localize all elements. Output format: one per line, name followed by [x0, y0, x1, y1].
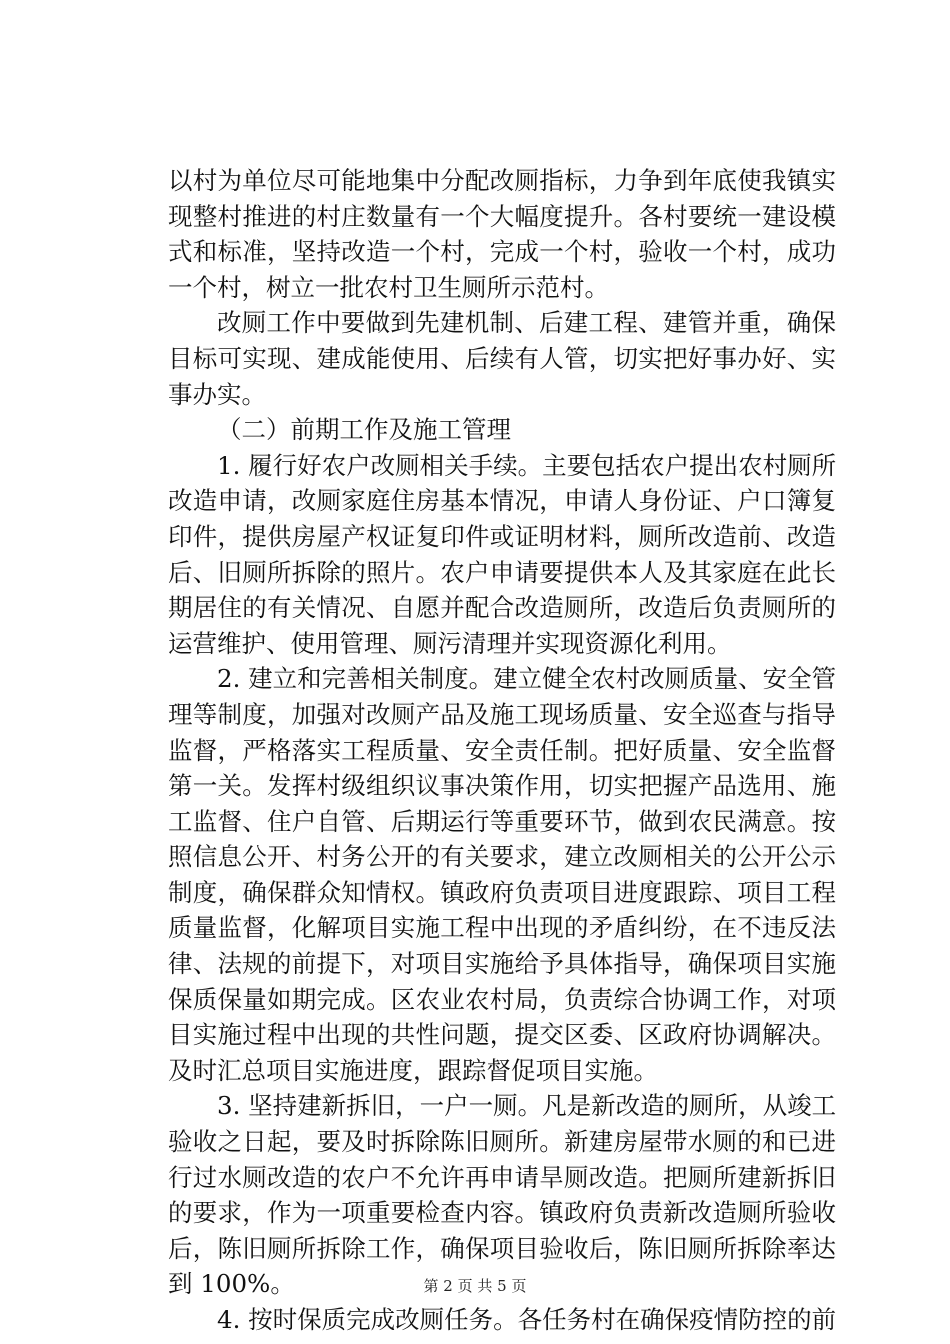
text-line: 4. 按时保质完成改厕任务。各任务村在确保疫情防控的前	[217, 1305, 837, 1334]
text-line: 监督，严格落实工程质量、安全责任制。把好质量、安全监督	[168, 735, 836, 765]
text-line: 理等制度，加强对改厕产品及施工现场质量、安全巡查与指导	[168, 699, 836, 729]
text-line: 现整村推进的村庄数量有一个大幅度提升。各村要统一建设模	[168, 201, 836, 231]
text-line: 第一关。发挥村级组织议事决策作用，切实把握产品选用、施	[168, 771, 836, 801]
text-line: 保质保量如期完成。区农业农村局，负责综合协调工作，对项	[168, 984, 836, 1014]
document-body	[168, 163, 836, 1338]
text-line: 后，陈旧厕所拆除工作，确保项目验收后，陈旧厕所拆除率达	[168, 1233, 836, 1263]
text-line: 及时汇总项目实施进度，跟踪督促项目实施。	[168, 1055, 658, 1085]
text-line: 事办实。	[168, 379, 266, 409]
text-line: 1. 履行好农户改厕相关手续。主要包括农户提出农村厕所	[217, 450, 837, 480]
text-line: 2. 建立和完善相关制度。建立健全农村改厕质量、安全管	[217, 664, 837, 694]
text-line: 3. 坚持建新拆旧，一户一厕。凡是新改造的厕所，从竣工	[217, 1091, 837, 1121]
page-footer: 第 2 页 共 5 页	[423, 1277, 527, 1295]
text-line: 律、法规的前提下，对项目实施给予具体指导，确保项目实施	[168, 949, 836, 979]
text-line: 运营维护、使用管理、厕污清理并实现资源化利用。	[168, 628, 732, 658]
text-line: 期居住的有关情况、自愿并配合改造厕所，改造后负责厕所的	[168, 593, 836, 623]
text-line: 的要求，作为一项重要检查内容。镇政府负责新改造厕所验收	[168, 1198, 836, 1228]
text-line: 工监督、住户自管、后期运行等重要环节，做到农民满意。按	[168, 806, 836, 836]
text-line: 照信息公开、村务公开的有关要求，建立改厕相关的公开公示	[168, 842, 836, 872]
text-line: 后、旧厕所拆除的照片。农户申请要提供本人及其家庭在此长	[168, 557, 836, 587]
text-line: 印件，提供房屋产权证复印件或证明材料，厕所改造前、改造	[168, 521, 836, 551]
text-line: 行过水厕改造的农户不允许再申请旱厕改造。把厕所建新拆旧	[168, 1162, 836, 1192]
text-line: 制度，确保群众知情权。镇政府负责项目进度跟踪、项目工程	[168, 877, 836, 907]
text-line: 一个村，树立一批农村卫生厕所示范村。	[168, 272, 609, 302]
text-line: 目实施过程中出现的共性问题，提交区委、区政府协调解决。	[168, 1020, 836, 1050]
text-line: 以村为单位尽可能地集中分配改厕指标，力争到年底使我镇实	[168, 166, 836, 195]
text-line: 验收之日起，要及时拆除陈旧厕所。新建房屋带水厕的和已进	[168, 1127, 836, 1157]
text-line: 目标可实现、建成能使用、后续有人管，切实把好事办好、实	[168, 343, 836, 373]
text-line: 改造申请，改厕家庭住房基本情况，申请人身份证、户口簿复	[168, 486, 836, 516]
text-line: 改厕工作中要做到先建机制、后建工程、建管并重，确保	[217, 308, 836, 338]
text-line: 到 100%。	[168, 1269, 295, 1299]
text-line: （二）前期工作及施工管理	[217, 415, 511, 445]
text-line: 式和标准，坚持改造一个村，完成一个村，验收一个村，成功	[168, 237, 836, 267]
text-line: 质量监督，化解项目实施工程中出现的矛盾纠纷，在不违反法	[168, 913, 836, 943]
